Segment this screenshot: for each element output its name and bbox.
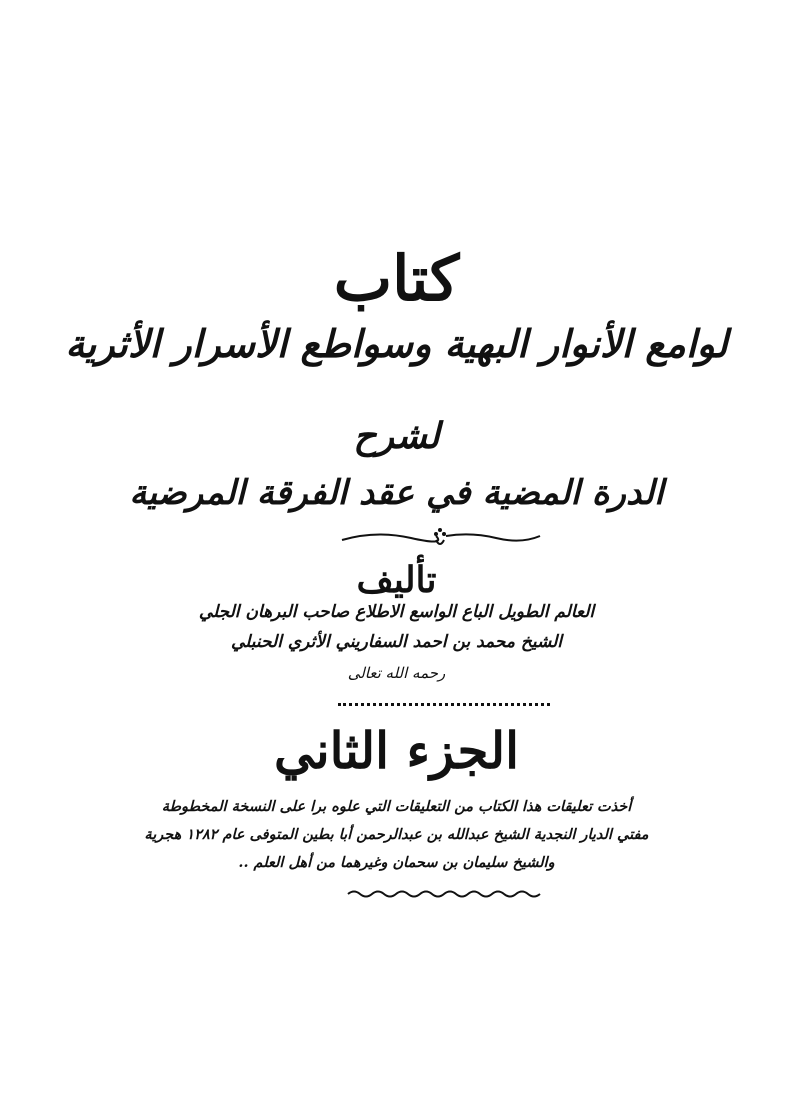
author-name: الشيخ محمد بن احمد السفاريني الأثري الحنبلي bbox=[230, 632, 563, 652]
commentary-title: الدرة المضية في عقد الفرقة المرضية bbox=[129, 473, 664, 513]
note-line: أخذت تعليقات هذا الكتاب من التعليقات التي علوه برا على النسخة المخطوطة bbox=[161, 798, 632, 815]
rahimahu-allah: رحمه الله تعالى bbox=[347, 664, 446, 682]
note-line: مفتي الديار النجدية الشيخ عبدالله بن عبدالرحمن أبا بطين المتوفى عام ١٢٨٢ هجرية bbox=[144, 826, 649, 843]
volume-title: الجزء الثاني bbox=[274, 721, 519, 780]
wavy-divider bbox=[346, 888, 544, 900]
kitab-heading: كتاب bbox=[333, 242, 460, 315]
author-description: العالم الطويل الباع الواسع الاطلاع صاحب البرهان الجلي bbox=[198, 602, 595, 622]
talif-heading: تأليف bbox=[356, 559, 437, 601]
dotted-divider bbox=[338, 703, 550, 706]
book-title: لوامع الأنوار البهية وسواطع الأسرار الأثرية bbox=[65, 321, 728, 366]
li-sharh-heading: لشرح bbox=[353, 415, 440, 457]
ornament-divider bbox=[336, 520, 546, 550]
note-line: والشيخ سليمان بن سحمان وغيرهما من أهل العلم .. bbox=[238, 854, 555, 871]
